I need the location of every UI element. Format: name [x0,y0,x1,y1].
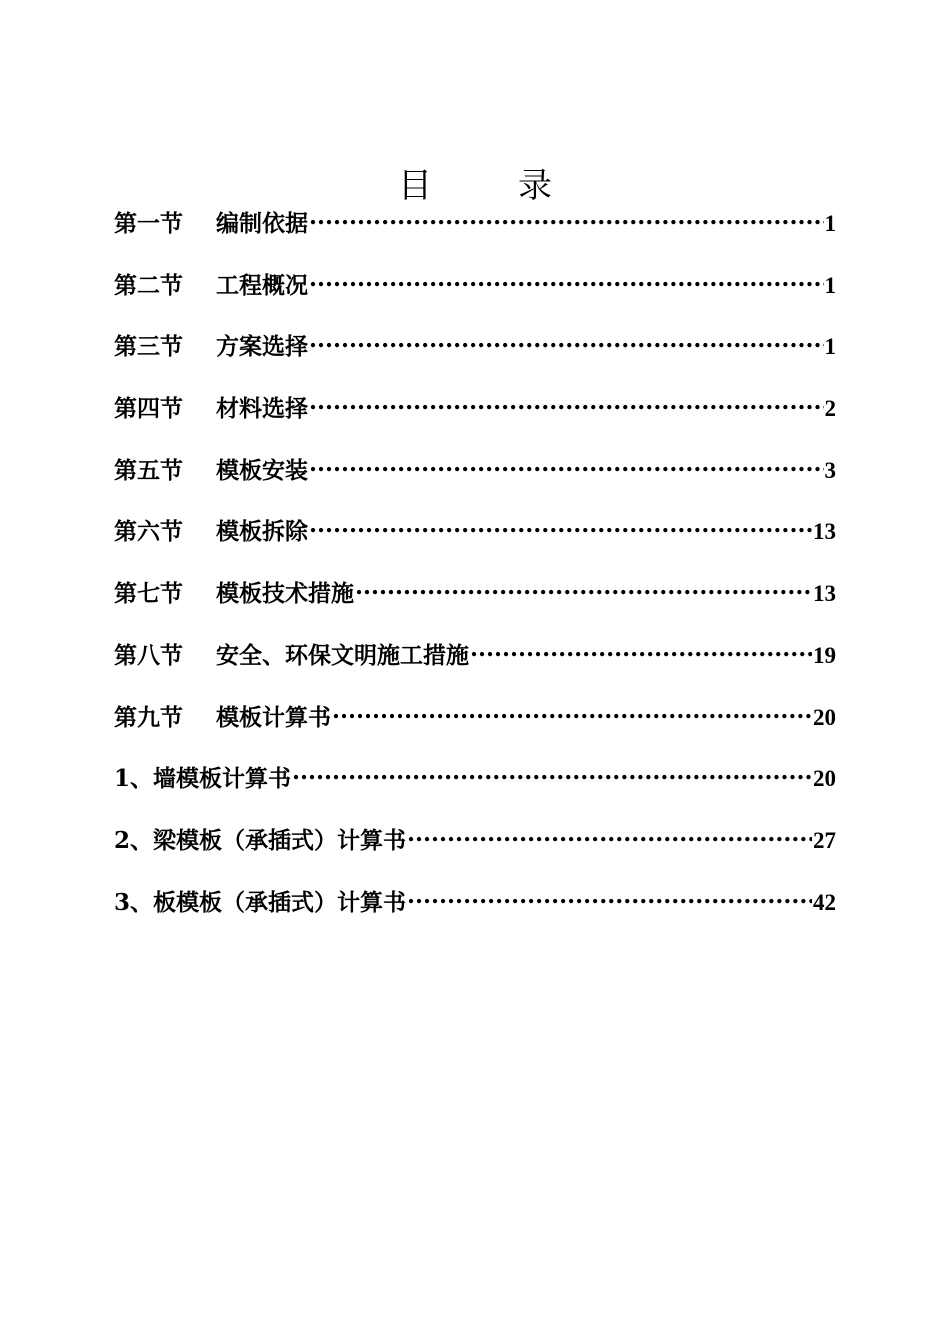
toc-entry-number: 1、 [114,765,154,793]
toc-entry-label: 模板安装 [216,456,308,484]
toc-entry-label: 模板拆除 [216,518,308,546]
toc-dot-leader [309,515,812,539]
toc-entry-number: 第七节 [114,580,183,608]
toc-dot-leader [309,392,824,416]
toc-title-char-1: 目 [398,165,432,206]
toc-title-char-2: 录 [518,165,552,206]
toc-entry[interactable] [114,327,836,389]
toc-dot-leader [292,762,812,786]
toc-entry[interactable] [114,821,836,883]
toc-entry-number: 第六节 [114,518,183,546]
toc-dot-leader [332,701,812,725]
toc-dot-leader [309,454,824,478]
toc-entry-label: 梁模板（承插式）计算书 [153,826,407,854]
toc-entry[interactable] [114,883,836,945]
toc-entry-label: 编制依据 [216,210,308,237]
toc-dot-leader [309,207,824,231]
toc-entry-page: 1 [824,211,836,236]
toc-entry-page: 3 [824,457,836,483]
toc-entry[interactable] [114,698,836,760]
toc-entry[interactable] [114,389,836,451]
toc-entry[interactable] [114,574,836,636]
toc-dot-leader [309,330,824,354]
toc-entry-number: 第一节 [114,210,183,237]
toc-list [114,204,836,944]
toc-entry-number: 3、 [114,888,154,916]
toc-title [0,163,950,209]
toc-dot-leader [355,577,812,601]
toc-entry-page: 1 [824,334,836,360]
toc-entry-label: 板模板（承插式）计算书 [153,888,407,916]
toc-dot-leader [470,639,812,663]
toc-entry-page: 27 [813,827,836,853]
toc-entry-number: 2、 [114,826,154,854]
toc-entry-label: 模板计算书 [216,703,331,731]
toc-entry-label: 安全、环保文明施工措施 [216,641,469,669]
toc-entry-label: 墙模板计算书 [153,765,292,793]
toc-entry-page: 1 [824,272,836,298]
toc-entry[interactable] [114,636,836,698]
toc-entry[interactable] [114,266,836,328]
toc-entry[interactable] [114,451,836,513]
toc-entry-number: 第五节 [114,456,183,484]
toc-entry-page: 2 [824,396,836,422]
toc-entry-number: 第九节 [114,703,183,731]
toc-entry[interactable] [114,759,836,821]
toc-entry-label: 工程概况 [216,271,308,299]
toc-entry-page: 13 [813,581,836,607]
toc-entry-number: 第四节 [114,395,183,423]
toc-entry-label: 模板技术措施 [216,580,354,608]
toc-entry-page: 13 [813,519,836,545]
toc-entry[interactable] [114,204,836,266]
toc-entry-page: 19 [813,642,836,668]
toc-entry[interactable] [114,512,836,574]
toc-entry-label: 材料选择 [216,395,308,423]
toc-entry-number: 第八节 [114,641,183,669]
toc-entry-label: 方案选择 [216,333,308,361]
toc-entry-page: 20 [813,766,836,792]
toc-entry-page: 20 [813,704,836,730]
toc-dot-leader [407,886,812,910]
toc-entry-number: 第三节 [114,333,183,361]
toc-entry-number: 第二节 [114,271,183,299]
toc-dot-leader [309,269,824,293]
toc-dot-leader [407,824,812,848]
toc-entry-page: 42 [813,889,836,915]
